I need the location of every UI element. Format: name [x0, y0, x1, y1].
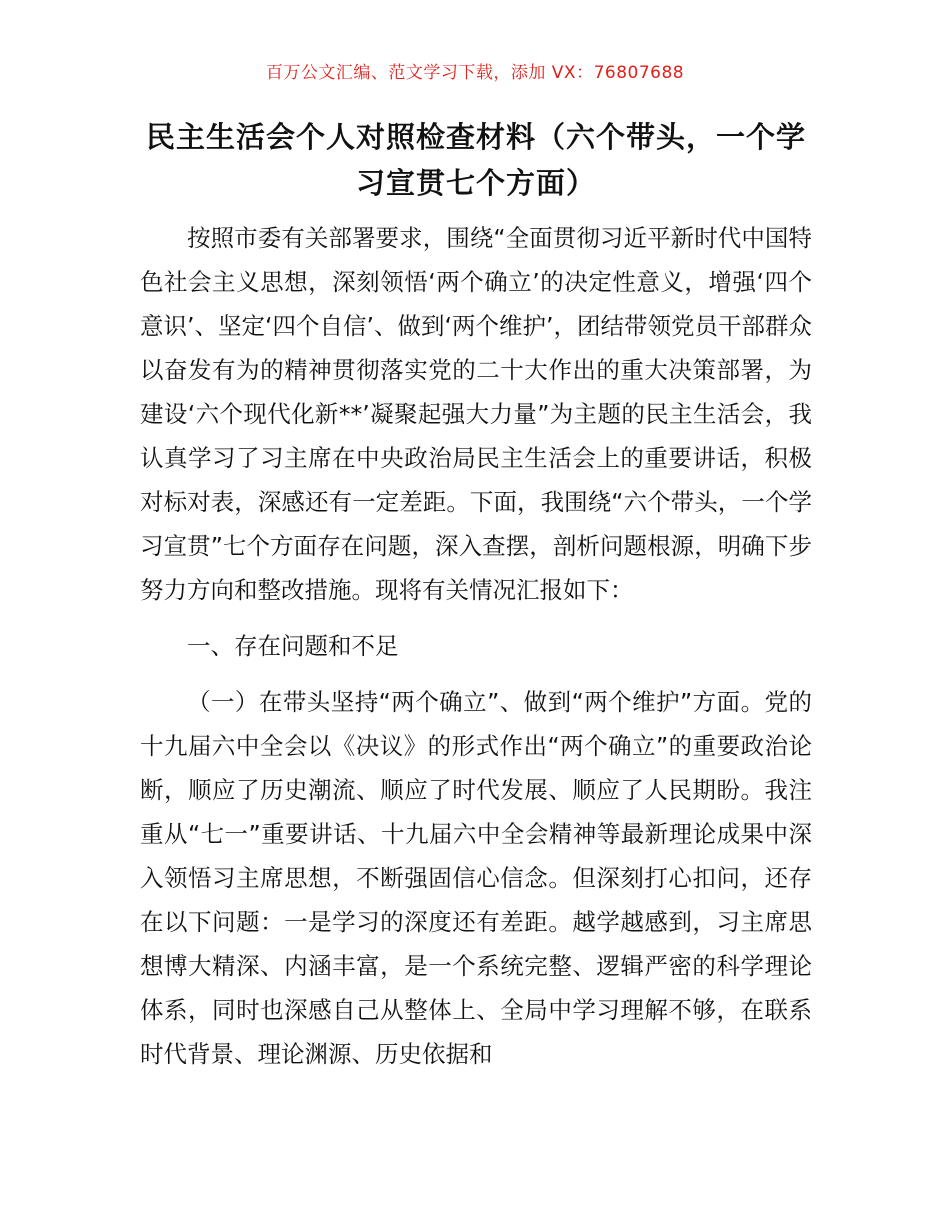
watermark-banner: 百万公文汇编、范文学习下载，添加 VX：76807688: [265, 63, 685, 83]
section-heading: 一、存在问题和不足: [187, 632, 399, 660]
subsection-paragraph: （一）在带头坚持“两个确立”、做到“两个维护”方面。党的十九届六中全会以《决议》的形式作出“两个确立”的重要政治论断，顺应了历史潮流、顺应了时代发展、顺应了人民期盼。我注重从“七一”重要讲话、十九届六中全会精神等最新理论成果中深入领悟习主席思想，不断强固信心信念。但深刻打心扣问，还存在以下问题：一是学习的深度还有差距。越学越感到，习主席思想博大精深、内涵丰富，是一个系统完整、逻辑严密的科学理论体系，同时也深感自己从整体上、全局中学习理解不够，在联系时代背景、理论渊源、历史依据和: [140, 688, 812, 1068]
intro-paragraph: 按照市委有关部署要求，围绕“全面贯彻习近平新时代中国特色社会主义思想，深刻领悟‘两个确立’的决定性意义，增强‘四个意识’、坚定‘四个自信’、做到‘两个维护’，团结带领党员干部群众以奋发有为的精神贯彻落实党的二十大作出的重大决策部署，为建设‘六个现代化新**’凝聚起强大力量”为主题的民主生活会，我认真学习了习主席在中央政治局民主生活会上的重要讲话，积极对标对表，深感还有一定差距。下面，我围绕“六个带头，一个学习宣贯”七个方面存在问题，深入查摆，剖析问题根源，明确下步努力方向和整改措施。现将有关情况汇报如下：: [140, 224, 812, 604]
document-body: [140, 216, 812, 1076]
document-title: 民主生活会个人对照检查材料（六个带头，一个学习宣贯七个方面）: [145, 120, 806, 200]
